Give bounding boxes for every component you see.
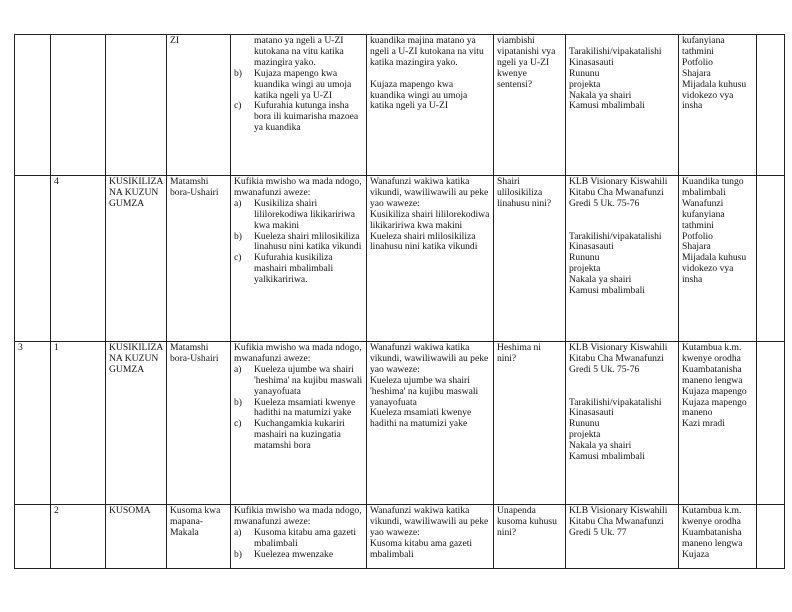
substrand-cell: ZI [167, 35, 231, 176]
outcome-item: a) Kueleza ujumbe wa shairi 'heshima' na kujibu maswali yanayofuata [234, 363, 363, 397]
strand-cell: KUSOMA [106, 505, 167, 569]
table-row [15, 342, 785, 505]
experiences-cell: Wanafunzi wakiwa katika vikundi, wawiliwawili au peke yao waweze: Kueleza ujumbe wa shairi 'heshima' na kujibu maswali yanayofuata Kueleza msamiati kwenye hadithi na matumizi yake [367, 342, 494, 505]
remarks-cell [757, 505, 785, 569]
outcome-item: a) Kusoma kitabu ama gazeti mbalimbali [234, 526, 357, 549]
outcome-item: b) Kueleza shairi mlilosikiliza linahusu nini katika vikundi [234, 230, 362, 253]
lesson-cell: 2 [51, 505, 106, 569]
table-row [15, 176, 785, 342]
outcome-item: c) Kufurahia kutunga insha bora ili kuimarisha mazoea ya kuandika [234, 100, 359, 134]
lesson-cell: 4 [51, 176, 106, 342]
assessment-cell: Kutambua k.m. kwenye orodha Kuambatanisha maneno lengwa Kujaza [679, 505, 757, 569]
outcomes-cell [231, 35, 367, 176]
assessment-cell: Kutambua k.m. kwenye orodha Kuambatanisha maneno lengwa Kujaza mapengo Kujaza mapengo maneno Kazi mradi [679, 342, 757, 505]
remarks-cell [757, 35, 785, 176]
outcomes-cell: Kufikia mwisho wa mada ndogo, mwanafunzi aweze: a) Kusikiliza shairi lililorekodiwa likikaririwa kwa makini b) Kueleza shairi mlilosikiliza linahusu nini katika vikundi c) Kufurahia kusikiliza mashairi mbalimbali yalkikaririwa. [231, 176, 367, 342]
inquiry-cell: viambishi vipatanishi vya ngeli ya U-ZI kwenye sentensi? [494, 35, 566, 176]
table-row [15, 35, 785, 176]
inquiry-cell: Heshima ni nini? [494, 342, 566, 505]
resources-cell: KLB Visionary Kiswahili Kitabu Cha Mwanafunzi Gredi 5 Uk. 75-76 Tarakilishi/vipakatalishi Kinasasauti Rununu projekta Nakala ya shairi Kamusi mbalimbali [566, 342, 679, 505]
resources-cell: KLB Visionary Kiswahili Kitabu Cha Mwanafunzi Gredi 5 Uk. 75-76 Tarakilishi/vipakatalishi Kinasasauti Rununu projekta Nakala ya shairi Kamusi mbalimbali [566, 176, 679, 342]
outcome-item: b) Kueleza msamiati kwenye hadithi na matumizi yake [234, 396, 356, 419]
inquiry-cell: Shairi ulilosikiliza linahusu nini? [494, 176, 566, 342]
outcome-item: a) Kusikiliza shairi lililorekodiwa likikaririwa kwa makini [234, 197, 355, 231]
resources-cell: KLB Visionary Kiswahili Kitabu Cha Mwanafunzi Gredi 5 Uk. 77 [566, 505, 679, 569]
outcome-item: c) Kuchangamkia kukariri mashairi na kuzingatia matamshi bora [234, 418, 345, 452]
substrand-cell: Kusoma kwa mapana-Makala [167, 505, 231, 569]
outcome-item: b) Kuelezea mwenzake [234, 548, 334, 560]
experiences-cell: kuandika majina matano ya ngeli a U-ZI kutokana na vitu katika mazingira yako. Kujaza mapengo kwa kuandika wingi au umoja katika ngeli ya U-ZI [367, 35, 494, 176]
outcomes-cell: Kufikia mwisho wa mada ndogo, mwanafunzi aweze: a) Kusoma kitabu ama gazeti mbalimbali b) Kuelezea mwenzake [231, 505, 367, 569]
lesson-cell: 1 [51, 342, 106, 505]
strand-cell [106, 35, 167, 176]
outcome-item: matano ya ngeli a U-ZI kutokana na vitu katika mazingira yako. [254, 35, 344, 68]
remarks-cell [757, 176, 785, 342]
week-cell [15, 505, 51, 569]
week-cell [15, 176, 51, 342]
substrand-cell: Matamshi bora-Ushairi [167, 342, 231, 505]
outcome-item: b) Kujaza mapengo kwa kuandika wingi au umoja katika ngeli ya U-ZI [234, 67, 352, 101]
resources-cell: Tarakilishi/vipakatalishi Kinasasauti Rununu projekta Nakala ya shairi Kamusi mbalimbali [566, 35, 679, 176]
week-cell: 3 [15, 342, 51, 505]
experiences-cell: Wanafunzi wakiwa katika vikundi, wawiliwawili au peke yao waweze: Kusikiliza shairi lililorekodiwa likikaririwa kwa makini Kueleza shairi mlilosikiliza linahusu nini katika vikundi [367, 176, 494, 342]
strand-cell: KUSIKILIZA NA KUZUNGUMZA [106, 176, 167, 342]
lesson-cell [51, 35, 106, 176]
experiences-cell: Wanafunzi wakiwa katika vikundi, wawiliwawili au peke yao waweze: Kusoma kitabu ama gazeti mbalimbali [367, 505, 494, 569]
remarks-cell [757, 342, 785, 505]
substrand-cell: Matamshi bora-Ushairi [167, 176, 231, 342]
inquiry-cell: Unapenda kusoma kuhusu nini? [494, 505, 566, 569]
assessment-cell: kufanyiana tathmini Potfolio Shajara Mijadala kuhusu vidokezo vya insha [679, 35, 757, 176]
week-cell [15, 35, 51, 176]
scheme-of-work-table [14, 34, 785, 569]
table-row [15, 505, 785, 569]
assessment-cell: Kuandika tungo mbalimbali Wanafunzi kufanyiana tathmini Potfolio Shajara Mijadala kuhusu vidokezo vya insha [679, 176, 757, 342]
strand-cell: KUSIKILIZA NA KUZUNGUMZA [106, 342, 167, 505]
outcomes-cell: Kufikia mwisho wa mada ndogo, mwanafunzi aweze: a) Kueleza ujumbe wa shairi 'heshima' na kujibu maswali yanayofuata b) Kueleza msamiati kwenye hadithi na matumizi yake c) Kuchangamkia kukariri mashairi na kuzingatia matamshi bora [231, 342, 367, 505]
outcome-item: c) Kufurahia kusikiliza mashairi mbalimbali yalkikaririwa. [234, 252, 334, 286]
